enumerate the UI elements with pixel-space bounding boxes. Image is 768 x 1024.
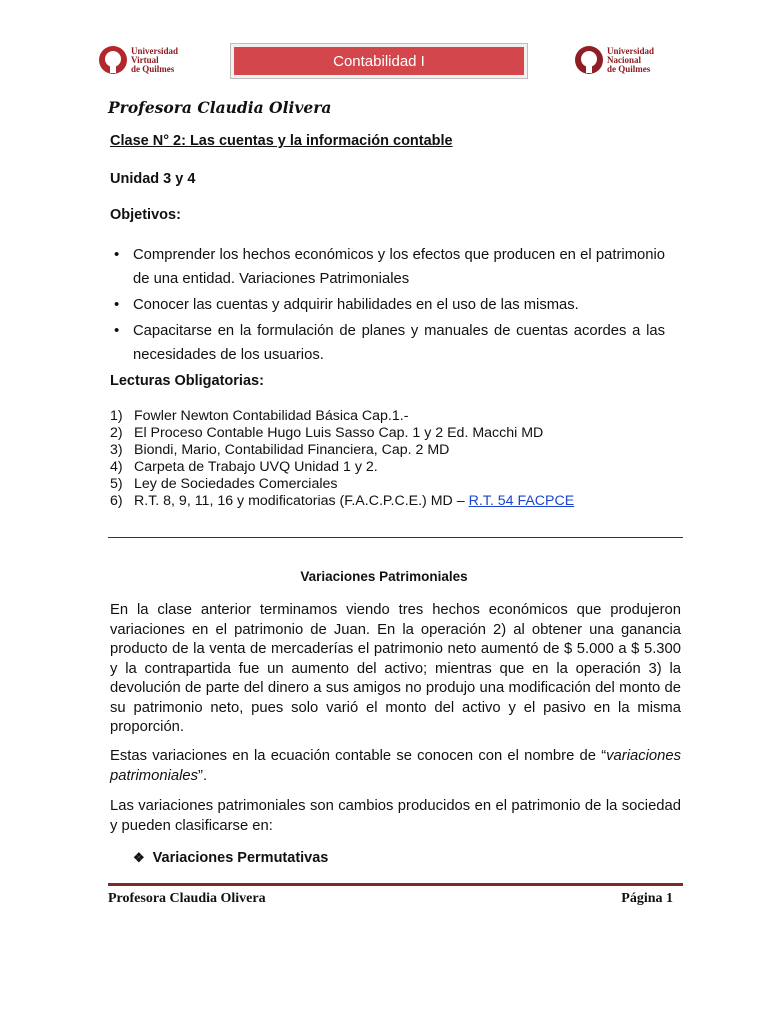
paragraph-2-text: Estas variaciones en la ecuación contable se conocen con el nombre de “ <box>110 748 607 764</box>
reading-item <box>110 476 574 493</box>
uvq-logo-icon <box>97 44 129 76</box>
reading-number: 6) <box>110 493 123 509</box>
unq-logo-icon <box>573 44 605 76</box>
reading-text: El Proceso Contable Hugo Luis Sasso Cap. 1 y 2 Ed. Macchi MD <box>134 425 544 441</box>
logo-left-line1: Universidad <box>131 45 179 56</box>
logo-right-line1: Universidad <box>607 45 655 56</box>
logo-right-line3: de Quilmes <box>607 63 651 74</box>
bullet-icon: • <box>114 246 120 263</box>
reading-item <box>110 459 574 476</box>
logo-left-line2: Virtual <box>131 54 159 65</box>
footer-divider <box>108 883 683 886</box>
reading-text: Biondi, Mario, Contabilidad Financiera, Cap. 2 MD <box>134 442 450 458</box>
unq-logo <box>573 44 654 76</box>
reading-number: 1) <box>110 408 123 424</box>
subheading-text: Variaciones Permutativas <box>152 850 329 866</box>
reading-number: 3) <box>110 442 123 458</box>
reading-text: Ley de Sociedades Comerciales <box>134 476 338 492</box>
reading-number: 4) <box>110 459 123 475</box>
reading-item <box>110 425 574 442</box>
section-title: Variaciones Patrimoniales <box>300 569 468 584</box>
subheading <box>133 850 328 866</box>
reading-item <box>110 408 574 425</box>
course-title: Contabilidad I <box>234 47 524 75</box>
bullet-icon: • <box>114 296 120 313</box>
rt54-link[interactable]: R.T. 54 FACPCE <box>468 493 575 509</box>
reading-text: R.T. 8, 9, 11, 16 y modificatorias (F.A.C.P.C.E.) MD – <box>134 493 469 509</box>
footer-author: Profesora Claudia Olivera <box>108 891 266 906</box>
paragraph-1: En la clase anterior terminamos viendo tres hechos económicos que produjeron variaciones en el patrimonio de Juan. En la operación 2) al obtener una ganancia producto de la venta de mercaderías el patrimonio neto aumentó de $ 5.000 a $ 5.300 y la contrapartida fue un aumento del activo; mientras que en la operación 3) la devolución de parte del dinero a sus amigos no produjo una modificación del monto de su patrimonio neto, pues solo varió el monto del activo y el pasivo en la misma proporción. <box>110 602 681 735</box>
units: Unidad 3 y 4 <box>110 171 196 187</box>
objectives-heading: Objetivos: <box>110 207 181 223</box>
readings-list <box>110 408 574 510</box>
reading-number: 5) <box>110 476 123 492</box>
professor-name: Profesora Claudia Olivera <box>108 98 332 117</box>
paragraph-2-end: ”. <box>198 767 208 784</box>
reading-item <box>110 442 574 459</box>
class-title: Clase N° 2: Las cuentas y la información contable <box>110 133 453 149</box>
paragraph-3: Las variaciones patrimoniales son cambios producidos en el patrimonio de la sociedad y pueden clasificarse en: <box>110 798 681 834</box>
reading-item <box>110 493 574 510</box>
section-divider <box>108 537 683 538</box>
diamond-bullet-icon: ❖ <box>133 850 145 865</box>
reading-text: Carpeta de Trabajo UVQ Unidad 1 y 2. <box>134 459 378 475</box>
bullet-icon: • <box>114 322 120 339</box>
objective-item: Conocer las cuentas y adquirir habilidades en el uso de las mismas. <box>133 297 579 313</box>
objective-item: Capacitarse en la formulación de planes y manuales de cuentas acordes a las necesidades de los usuarios. <box>133 323 665 363</box>
logo-left-line3: de Quilmes <box>131 63 175 74</box>
footer-page-number: Página 1 <box>621 891 673 906</box>
uvq-logo <box>97 44 178 76</box>
logo-right-line2: Nacional <box>607 54 642 65</box>
reading-text: Fowler Newton Contabilidad Básica Cap.1.- <box>134 408 409 424</box>
paragraph-2 <box>110 747 681 786</box>
course-title-banner <box>230 43 528 79</box>
readings-heading: Lecturas Obligatorias: <box>110 373 264 389</box>
objective-item: Comprender los hechos económicos y los efectos que producen en el patrimonio de una entidad. Variaciones Patrimoniales <box>133 247 665 287</box>
paragraph-2-emphasis: variaciones patrimoniales <box>110 748 681 784</box>
reading-number: 2) <box>110 425 123 441</box>
